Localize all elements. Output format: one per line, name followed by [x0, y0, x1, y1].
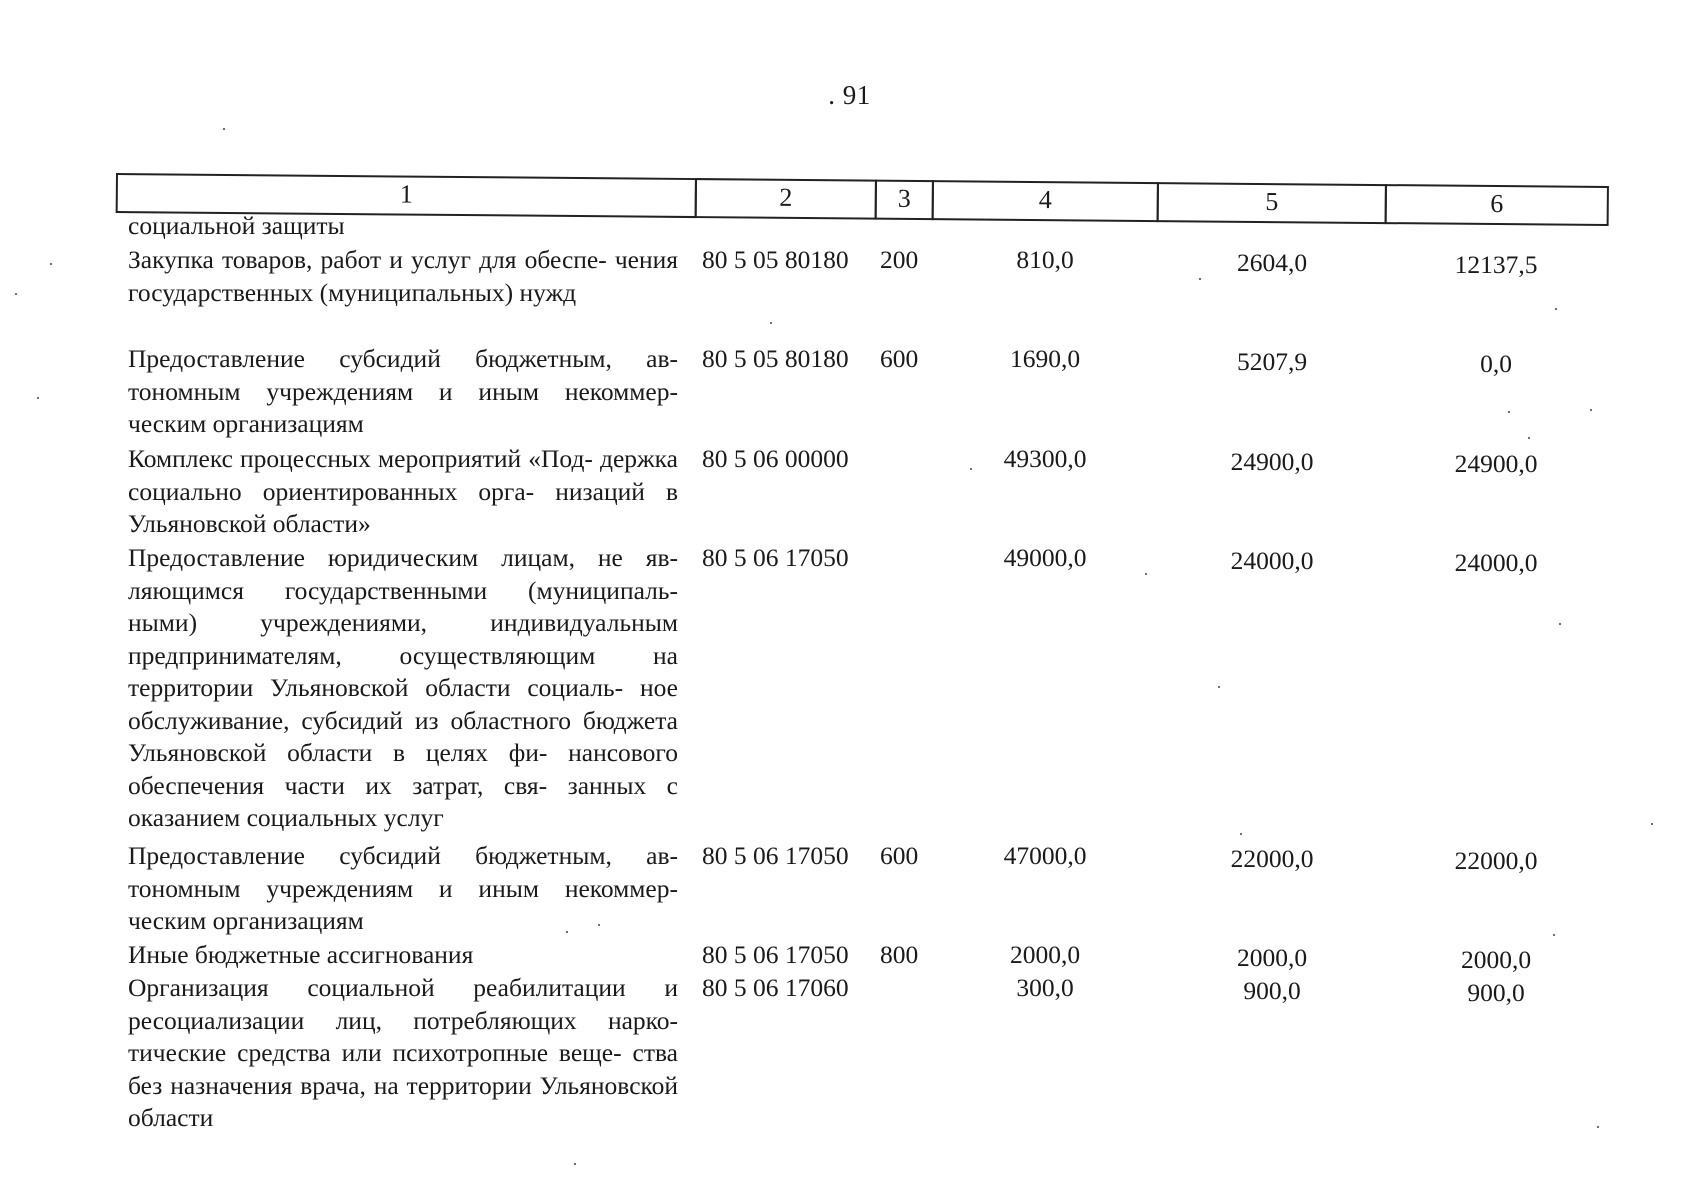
- row-name: Комплекс процессных мероприятий «Под- держка социально ориентированных орга- низаций в Ульяновской области»: [128, 444, 678, 538]
- row-value-4: 300,0: [1016, 973, 1074, 1002]
- scan-speck: [37, 397, 39, 399]
- row-code: 80 5 06 17050: [702, 841, 849, 870]
- row-name: Иные бюджетные ассигнования: [128, 940, 474, 969]
- scan-speck: [1597, 1126, 1599, 1128]
- scan-speck: [1145, 573, 1147, 575]
- header-cell-6: 6: [1385, 184, 1609, 226]
- row-value-6: 12137,5: [1454, 250, 1538, 279]
- row-value-5: 2604,0: [1236, 248, 1308, 277]
- row-value-5: 5207,9: [1236, 347, 1308, 376]
- row-vr: 600: [880, 841, 919, 870]
- scan-speck: [1555, 308, 1557, 310]
- scan-speck: [566, 931, 568, 933]
- row-name: Организация социальной реабилитации и ресоциализации лиц, потребляющих нарко- тические средства или психотропные веще- ства без назначения врача, на территории Ульяновской области: [128, 973, 678, 1132]
- row-value-4: 1690,0: [1009, 344, 1081, 373]
- row-value-6: 900,0: [1467, 978, 1525, 1007]
- header-cell-5: 5: [1157, 182, 1387, 224]
- page-number: . 91: [828, 80, 871, 110]
- scan-speck: [1559, 623, 1561, 625]
- scan-speck: [1553, 934, 1555, 936]
- row-value-6: 2000,0: [1460, 945, 1532, 974]
- scan-speck: [1218, 686, 1220, 688]
- row-value-5: 24000,0: [1230, 546, 1314, 575]
- header-cell-2: 2: [695, 178, 877, 220]
- scan-speck: [1651, 823, 1653, 825]
- row-name: Закупка товаров, работ и услуг для обеспе- чения государственных (муниципальных) нужд: [128, 245, 678, 307]
- row-value-6: 0,0: [1480, 349, 1512, 378]
- row-code: 80 5 05 80180: [702, 245, 849, 274]
- scan-speck: [770, 322, 772, 324]
- scan-speck: [1199, 278, 1201, 280]
- row-code: 80 5 06 17060: [702, 973, 849, 1002]
- scan-speck: [598, 924, 600, 926]
- row-value-5: 24900,0: [1230, 447, 1314, 476]
- row-code: 80 5 06 17050: [702, 940, 849, 969]
- row-value-4: 810,0: [1016, 245, 1074, 274]
- row-code: 80 5 05 80180: [702, 344, 849, 373]
- scan-speck: [1508, 411, 1510, 413]
- row-value-4: 49300,0: [1003, 444, 1087, 473]
- row-value-5: 22000,0: [1230, 844, 1314, 873]
- row-code: 80 5 06 00000: [702, 444, 849, 473]
- scan-speck: [1590, 409, 1592, 411]
- scan-speck: [1528, 437, 1530, 439]
- row-value-6: 24900,0: [1454, 449, 1538, 478]
- row-name: Предоставление субсидий бюджетным, ав- тономным учреждениям и иным некоммер- ческим организациям: [128, 841, 678, 935]
- row-value-4: 49000,0: [1003, 543, 1087, 572]
- row-code: 80 5 06 17050: [702, 543, 849, 572]
- row-vr: 800: [880, 940, 919, 969]
- row-vr: 200: [880, 245, 919, 274]
- row-value-5: 2000,0: [1236, 943, 1308, 972]
- row-vr: 600: [880, 344, 919, 373]
- row-value-5: 900,0: [1243, 976, 1301, 1005]
- scan-speck: [50, 263, 52, 265]
- row-value-4: 2000,0: [1009, 940, 1081, 969]
- scan-speck: [970, 468, 972, 470]
- scan-speck: [1240, 833, 1242, 835]
- scan-speck: [15, 293, 17, 295]
- row-name: Предоставление субсидий бюджетным, ав- тономным учреждениям и иным некоммер- ческим организациям: [128, 344, 678, 438]
- row-value-4: 47000,0: [1003, 841, 1087, 870]
- row-name: Предоставление юридическим лицам, не яв- ляющимся государственными (муниципаль- ными) учреждениями, индивидуальным предпринимателям, осуществляющим на территории Ульяновской области социаль- ное обслуживание, субсидий из областного бюджета Ульяновской области в целях фи- нансового обеспечения части их затрат, свя- занных с оказанием социальных услуг: [128, 543, 678, 832]
- row-value-6: 22000,0: [1454, 846, 1538, 875]
- row-value-6: 24000,0: [1454, 548, 1538, 577]
- header-cell-3: 3: [875, 180, 934, 221]
- header-cell-4: 4: [932, 180, 1159, 222]
- scan-speck: [223, 128, 225, 130]
- header-cell-1: 1: [116, 173, 697, 218]
- row-name: социальной защиты: [128, 211, 345, 240]
- scan-speck: [574, 1163, 576, 1165]
